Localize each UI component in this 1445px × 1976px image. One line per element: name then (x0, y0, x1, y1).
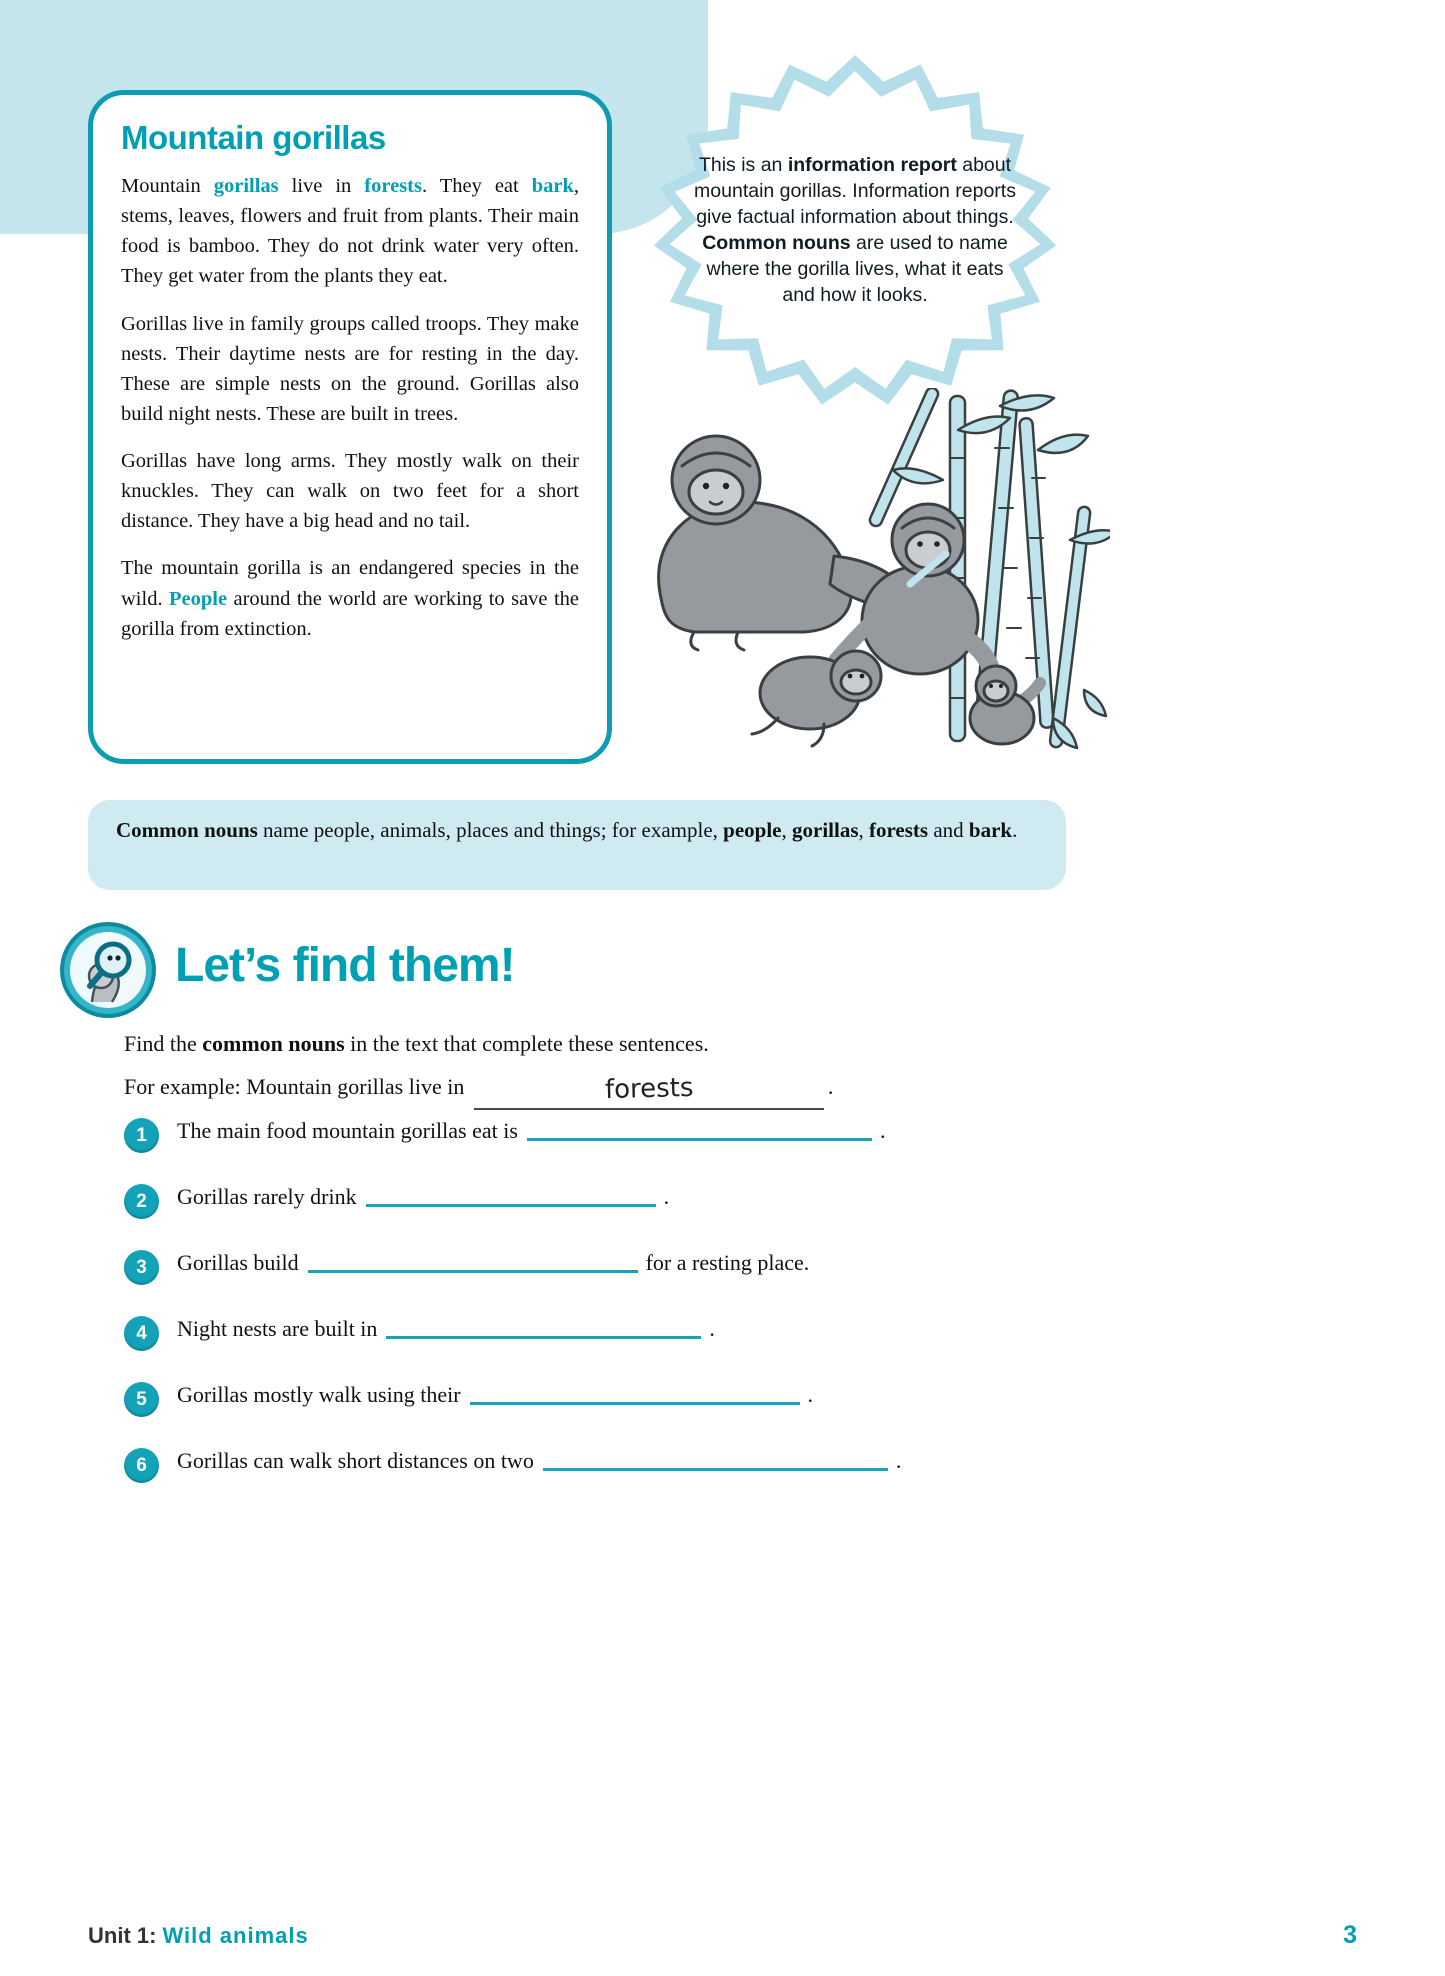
example-handwritten-answer: forests (604, 1072, 694, 1106)
item-row-5 (124, 1382, 813, 1417)
item-number-badge: 6 (124, 1448, 159, 1483)
example-prefix: For example: Mountain gorillas live in (124, 1073, 465, 1099)
item-post-text: . (709, 1316, 715, 1341)
report-paragraph-1: Mountain gorillas live in forests. They eat bark, stems, leaves, flowers and fruit from plants. Their main food is bamboo. They do not drink water very often. They get water from the plants they eat. (121, 175, 580, 288)
callout-burst (650, 52, 1060, 410)
item-row-1 (124, 1118, 885, 1153)
gorilla-family-with-bamboo-illustration (598, 388, 1110, 768)
item-text: The main food mountain gorillas eat is (177, 1118, 518, 1143)
chewing-gorilla (862, 504, 990, 674)
item-number-badge: 2 (124, 1184, 159, 1219)
report-box (88, 90, 612, 764)
item-post-text: for a resting place. (645, 1250, 810, 1275)
answer-blank[interactable] (470, 1402, 800, 1405)
item-text: Gorillas mostly walk using their (177, 1382, 461, 1407)
callout-text (688, 96, 1022, 366)
report-paragraph-2: Gorillas live in family groups called troops. They make nests. Their daytime nests are for resting in the day. These are simple nests on the ground. Gorillas also build night nests. These are built in trees. (121, 312, 579, 425)
activity-intro (124, 1028, 1024, 1108)
item-text: Gorillas build (177, 1250, 299, 1275)
item-text: Gorillas can walk short distances on two (177, 1448, 534, 1473)
grammar-note-box (88, 800, 1066, 890)
example-answer-blank (474, 1070, 824, 1110)
item-row-3 (124, 1250, 809, 1285)
footer-unit-title: Wild animals (162, 1923, 309, 1948)
activity-title: Let’s find them! (175, 939, 515, 992)
answer-blank[interactable] (308, 1270, 638, 1273)
grammar-note-text: Common nouns name people, animals, places and things; for example, people, gorillas, forests and bark. (116, 818, 1018, 842)
example-suffix: . (827, 1073, 834, 1099)
item-number-badge: 4 (124, 1316, 159, 1351)
item-post-text: . (895, 1448, 902, 1473)
item-post-text: . (663, 1184, 670, 1209)
item-number-badge: 1 (124, 1118, 159, 1153)
answer-blank[interactable] (386, 1336, 701, 1339)
answer-blank[interactable] (366, 1204, 656, 1207)
report-title: Mountain gorillas (121, 119, 386, 156)
footer-page-number: 3 (1343, 1921, 1357, 1949)
item-number-badge: 5 (124, 1382, 159, 1417)
item-post-text: . (807, 1382, 814, 1407)
footer-unit (88, 1923, 309, 1949)
magnifier-character-icon (58, 920, 158, 1020)
item-number-badge: 3 (124, 1250, 159, 1285)
callout-text-content: This is an information report about mountain gorillas. Information reports give factual information about things. Common nouns are used to name where the gorilla lives, what it eats and how it looks. (694, 154, 1016, 306)
example-line (124, 1068, 1024, 1108)
baby-gorilla (970, 666, 1040, 744)
item-row-4 (124, 1316, 715, 1351)
page-footer (88, 1921, 1357, 1950)
item-text: Night nests are built in (177, 1316, 378, 1341)
item-text: Gorillas rarely drink (177, 1184, 357, 1209)
report-paragraph-3: Gorillas have long arms. They mostly walk on their knuckles. They can walk on two feet for a short distance. They have a big head and no tail. (121, 450, 579, 533)
footer-unit-label: Unit 1: (88, 1923, 157, 1948)
answer-blank[interactable] (527, 1138, 872, 1141)
answer-blank[interactable] (543, 1468, 888, 1471)
item-post-text: . (879, 1118, 886, 1143)
item-row-2 (124, 1184, 669, 1219)
report-paragraph-4: The mountain gorilla is an endangered species in the wild. People around the world are working to save the gorilla from extinction. (121, 557, 579, 640)
item-row-6 (124, 1448, 901, 1483)
intro-sentence: Find the common nouns in the text that complete these sentences. (124, 1031, 709, 1056)
